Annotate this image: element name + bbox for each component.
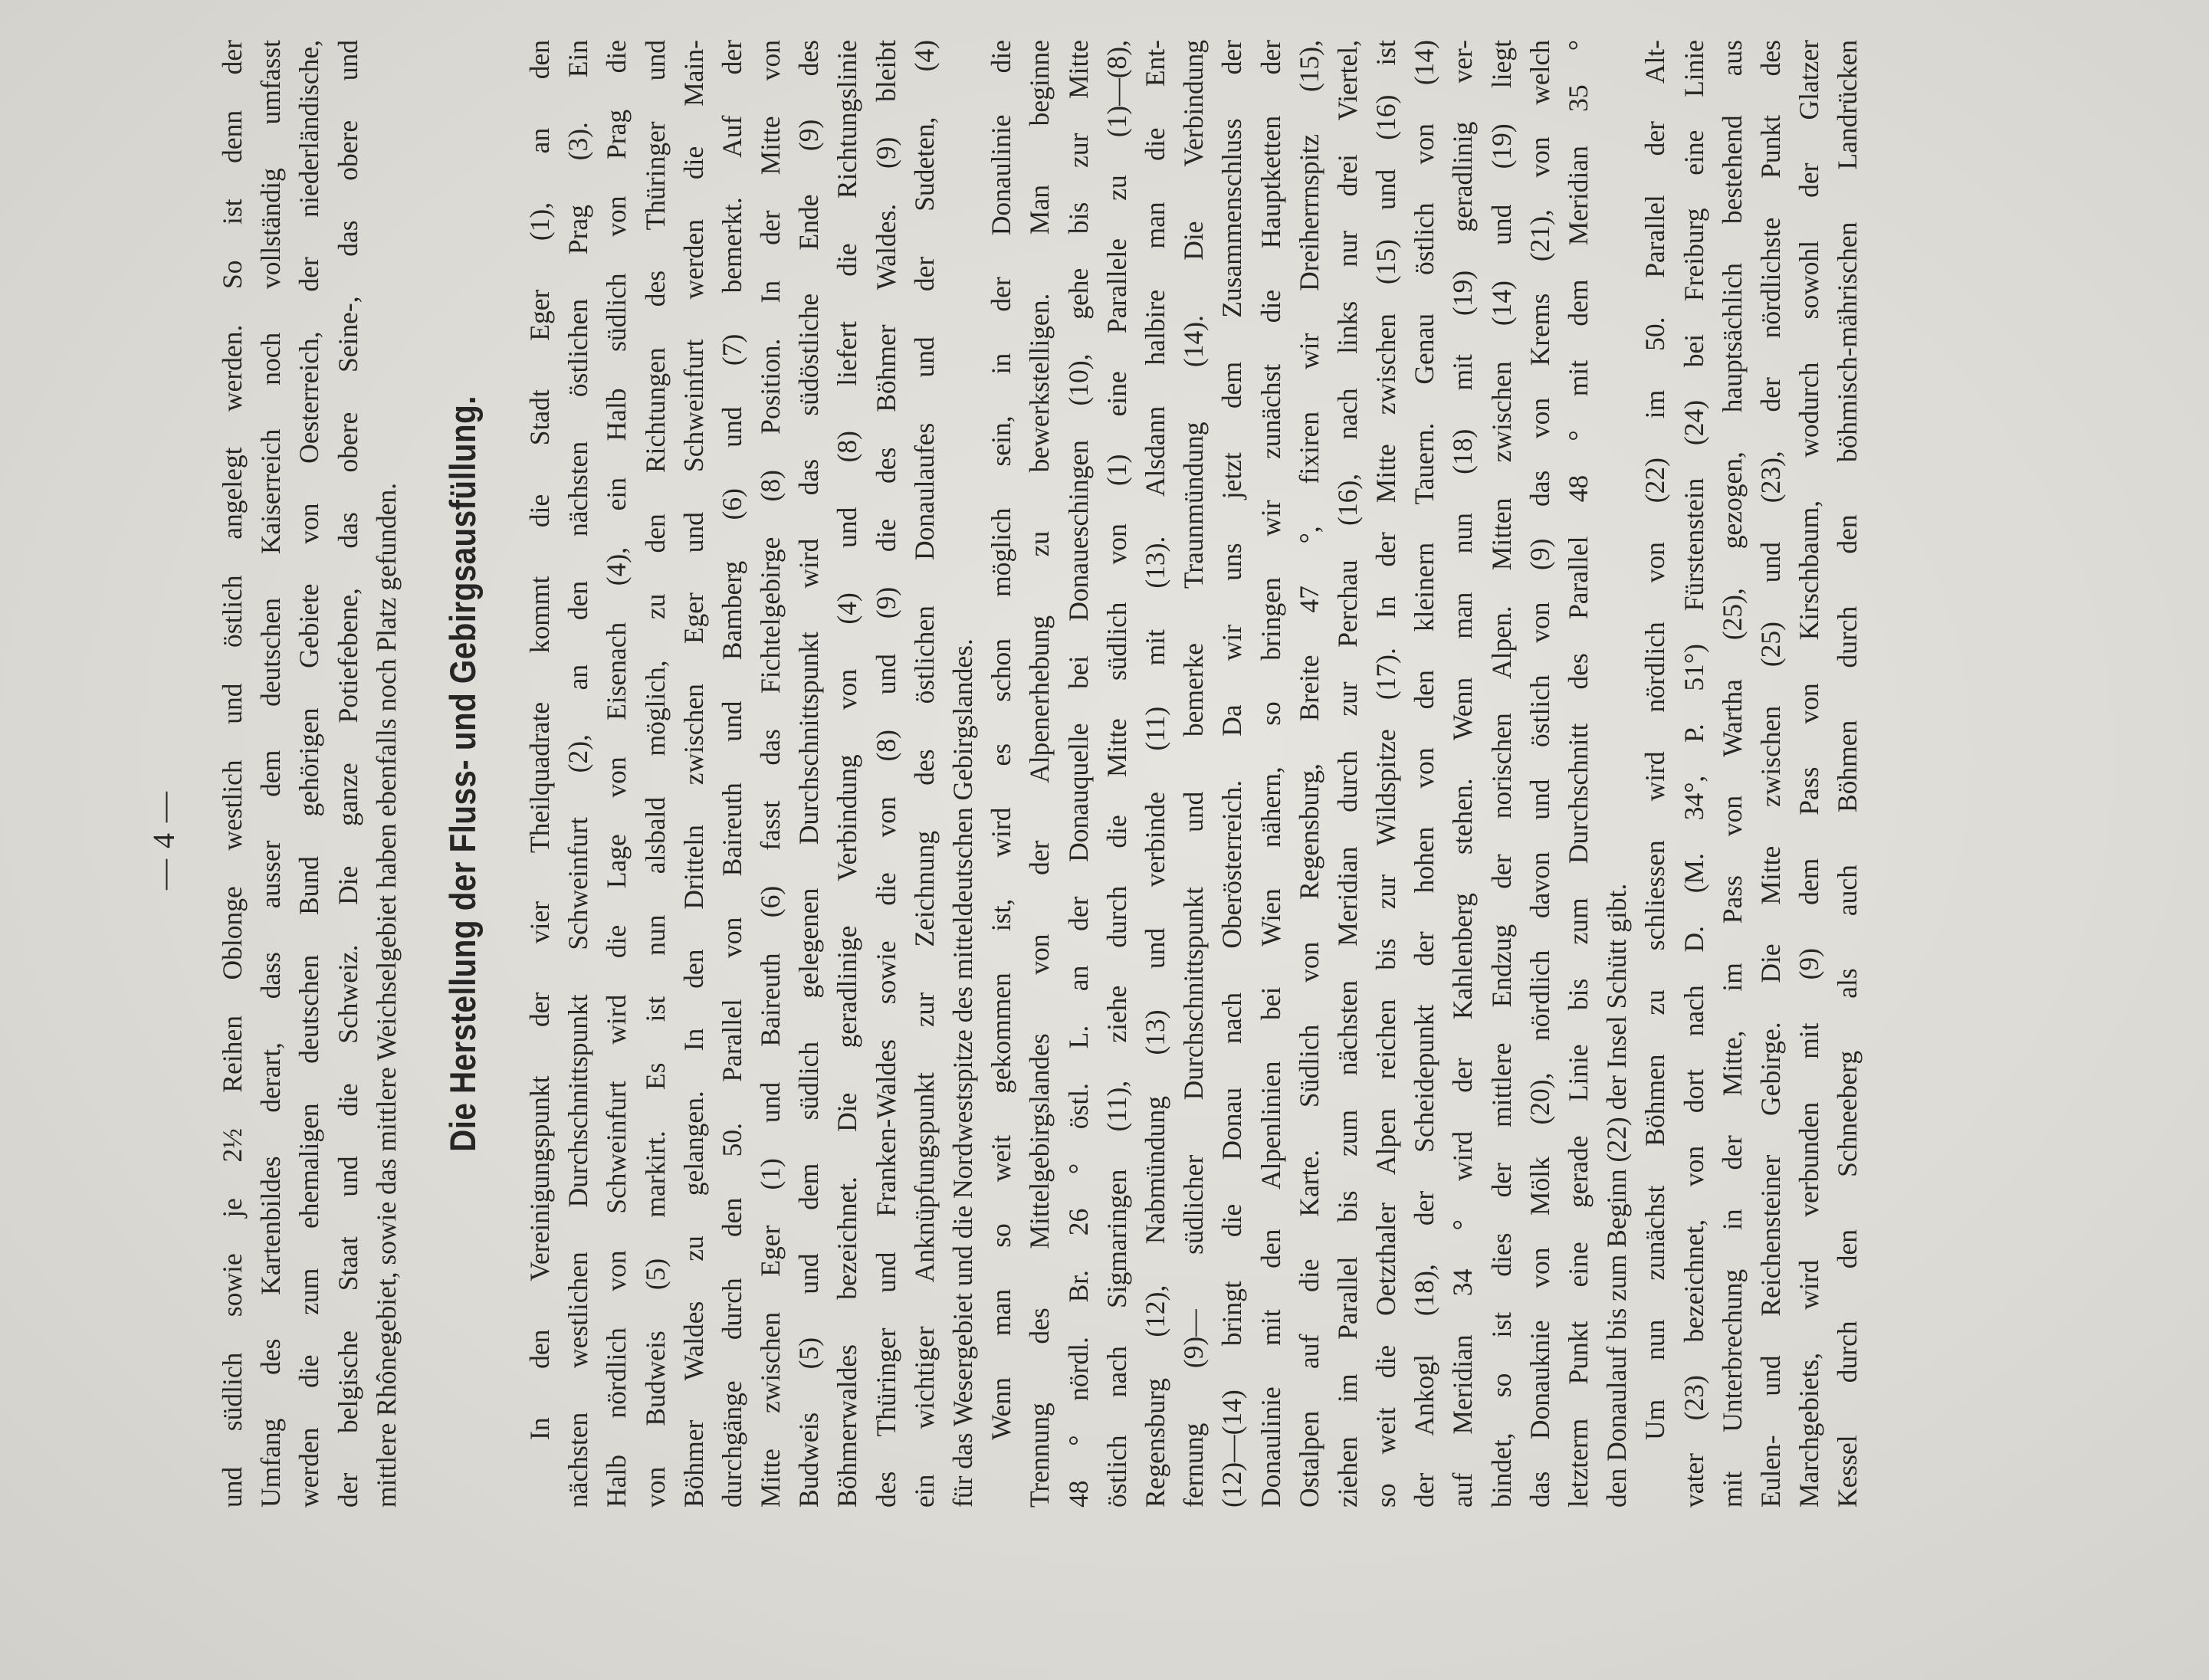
text-line: Halb nördlich von Schweinfurt wird die Lage von Eisenach (4), ein Halb südlich von Prag die	[601, 40, 632, 1508]
text-line: mittlere Rhônegebiet, sowie das mittlere Weichselgebiet haben ebenfalls noch Platz gefunden.	[370, 482, 402, 1508]
text-line: Mitte zwischen Eger (1) und Baireuth (6) fasst das Fichtelgebirge (8) Position. In der Mitte von	[755, 40, 786, 1508]
text-line: Böhmer Waldes zu gelangen. In den Dritteln zwischen Eger und Schweinfurt werden die Main-	[678, 40, 709, 1508]
text-line: In den Vereinigungspunkt der vier Theilquadrate kommt die Stadt Eger (1), an den	[524, 40, 555, 1440]
text-line: Böhmerwaldes bezeichnet. Die geradlinige Verbindung von (4) und (8) liefert die Richtungslinie	[832, 40, 863, 1508]
text-line: für das Wesergebiet und die Nordwestspitze des mitteldeutschen Gebirgslandes.	[947, 638, 978, 1508]
text-line: der Ankogl (18), der Scheidepunkt der hohen von den kleinern Tauern. Genau östlich von (14)	[1409, 40, 1440, 1508]
text-line: Regensburg (12), Nabmündung (13) und verbinde (11) mit (13). Alsdann halbire man die Ent-	[1139, 40, 1170, 1508]
text-line: mit Unterbrechung in der Mitte, im Pass von Wartha (25), gezogen, hauptsächlich bestehend aus	[1716, 40, 1748, 1508]
text-line: ziehen im Parallel bis zum nächsten Meridian durch zur Perchau (16), nach links nur drei Viertel,	[1331, 40, 1363, 1508]
text-line: Ostalpen auf die Karte. Südlich von Regensburg, Breite 47 °, fixiren wir Dreiherrnspitz (15),	[1293, 40, 1324, 1508]
text-line: des Thüringer und Franken-Waldes sowie die von (8) und (9) die des Böhmer Waldes. (9) bleibt	[870, 40, 901, 1508]
text-line: Wenn man so weit gekommen ist, wird es schon möglich sein, in der Donaulinie die	[986, 40, 1017, 1440]
text-line: vater (23) bezeichnet, von dort nach D. (M. 34°, P. 51°) Fürstenstein (24) bei Freiburg eine Linie	[1678, 40, 1709, 1508]
intro-paragraph	[213, 40, 405, 1508]
text-line: so weit die Oetzthaler Alpen reichen bis zur Wildspitze (17). In der Mitte zwischen (15) und (16) ist	[1370, 40, 1402, 1508]
text-line: von Budweis (5) markirt. Es ist nun alsbald möglich, zu den Richtungen des Thüringer und	[639, 40, 671, 1508]
text-line: Kessel durch den Schneeberg als auch Böhmen durch den böhmisch-mährischen Landrücken	[1832, 40, 1863, 1508]
text-line: auf Meridian 34 ° wird der Kahlenberg stehen. Wenn man nun (18) mit (19) geradlinig ver-	[1447, 40, 1479, 1508]
text-line: bindet, so ist dies der mittlere Endzug der norischen Alpen. Mitten zwischen (14) und (19) liegt	[1485, 40, 1517, 1508]
text-line: Umfang des Kartenbildes derart, dass ausser dem deutschen Kaiserreich noch vollständig umfasst	[255, 40, 287, 1508]
text-line: und südlich sowie je 2½ Reihen Oblonge westlich und östlich angelegt werden. So ist denn der	[217, 40, 248, 1508]
paragraph-1	[520, 40, 982, 1508]
text-line: Marchgebiets, wird verbunden mit (9) dem Pass von Kirschbaum, wodurch sowohl der Glatzer	[1794, 40, 1825, 1508]
text-line: östlich nach Sigmaringen (11), ziehe durch die Mitte südlich von (1) eine Parallele zu (1)—(8),	[1101, 40, 1132, 1508]
text-line: durchgänge durch den 50. Parallel von Baireuth und Bamberg (6) und (7) bemerkt. Auf der	[716, 40, 747, 1508]
text-line: ein wichtiger Anknüpfungspunkt zur Zeichnung des östlichen Donaulaufes und der Sudeten, (4)	[908, 40, 940, 1508]
paragraph-3	[1636, 40, 1866, 1508]
text-line: Donaulinie mit den Alpenlinien bei Wien nähern, so bringen wir zunächst die Hauptketten der	[1255, 40, 1286, 1508]
text-line: (12)—(14) bringt die Donau nach Oberösterreich. Da wir uns jetzt dem Zusammenschluss der	[1216, 40, 1248, 1508]
text-line: Eulen- und Reichensteiner Gebirge. Die Mitte zwischen (25) und (23), der nördlichste Punkt des	[1754, 40, 1786, 1508]
text-line: Trennung des Mittelgebirgslandes von der Alpenerhebung zu bewerkstelligen. Man beginne	[1024, 40, 1055, 1508]
text-line: werden die zum ehemaligen deutschen Bund gehörigen Gebiete von Oesterreich, der niederländische,	[294, 40, 325, 1508]
text-line: der belgische Staat und die Schweiz. Die ganze Potiefebene, das obere Seine-, das obere und	[332, 40, 363, 1508]
text-line: letzterm Punkt eine gerade Linie bis zum Durchschnitt des Parallel 48 ° mit dem Meridian 35 °	[1563, 40, 1594, 1508]
text-line: Um nun zunächst Böhmen zu schliessen wird nördlich von (22) im 50. Parallel der Alt-	[1640, 40, 1671, 1440]
text-line: 48 ° nördl. Br. 26 ° östl. L. an der Donauquelle bei Donaueschingen (10), gehe bis zur Mitte	[1062, 40, 1094, 1508]
text-line: Budweis (5) und dem südlich gelegenen Durchschnittspunkt wird das südöstliche Ende (9) des	[793, 40, 825, 1508]
page-number: — 4 —	[146, 790, 181, 890]
text-line: den Donaulauf bis zum Beginn (22) der Insel Schütt gibt.	[1601, 883, 1633, 1508]
paragraph-2	[982, 40, 1636, 1508]
section-heading: Die Herstellung der Fluss- und Gebirgsausfüllung.	[441, 395, 483, 1152]
text-line: das Donauknie von Mölk (20), nördlich davon und östlich von (9) das von Krems (21), von welch	[1524, 40, 1555, 1508]
text-line: fernung (9)— südlicher Durchschnittspunkt und bemerke Traunmündung (14). Die Verbindung	[1178, 40, 1210, 1508]
text-line: nächsten westlichen Durchschnittspunkt Schweinfurt (2), an den nächsten östlichen Prag (3). Ein	[563, 40, 594, 1508]
text-block	[213, 40, 1867, 1508]
